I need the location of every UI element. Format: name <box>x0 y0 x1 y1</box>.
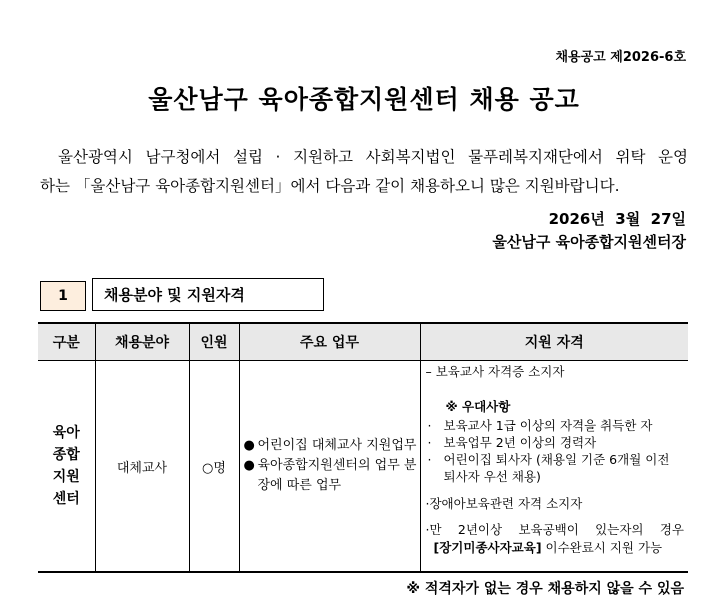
header-category: 구분 <box>38 323 95 361</box>
bullet-icon: · <box>427 418 432 433</box>
table-header-row <box>38 323 688 361</box>
preference-item <box>426 451 685 485</box>
category-line: 지원 <box>52 469 80 485</box>
section-number: 1 <box>40 281 86 311</box>
header-field: 채용분야 <box>95 323 189 361</box>
preference-item <box>426 434 685 451</box>
notice-date: 2026년 3월 27일 <box>548 210 686 228</box>
duty-item <box>244 456 420 496</box>
intro-paragraph <box>40 143 688 201</box>
preference-text: 보육업무 2년 이상의 경력자 <box>443 435 597 450</box>
duty-text: 어린이집 대체교사 지원업무 <box>257 438 417 453</box>
extra-qualification-line <box>426 539 685 557</box>
header-duties: 주요 업무 <box>239 323 420 361</box>
recruitment-table <box>38 322 688 573</box>
issuer: 울산남구 육아종합지원센터장 <box>492 233 686 251</box>
notice-number: 채용공고 제2026-6호 <box>555 50 686 65</box>
category-line: 센터 <box>52 491 80 507</box>
header-qualifications: 지원 자격 <box>420 323 688 361</box>
training-condition: 이수완료시 지원 가능 <box>541 540 663 555</box>
duty-text: 육아종합지원센터의 업무 분장에 따른 업무 <box>257 458 417 493</box>
category-line: 육아 <box>52 425 80 441</box>
table-row <box>38 361 688 573</box>
category-line: 종합 <box>52 447 80 463</box>
extra-qualification-line: ·만 2년이상 보육공백이 있는자의 경우 <box>425 522 684 537</box>
bullet-icon: ● <box>243 438 255 453</box>
preference-text: 어린이집 퇴사자 (채용일 기준 6개월 이전 퇴사자 우선 채용) <box>443 452 670 484</box>
bullet-icon: · <box>427 452 432 467</box>
field-cell: 대체교사 <box>95 361 189 573</box>
page-title: 울산남구 육아종합지원센터 채용 공고 <box>148 85 580 114</box>
preference-text: 보육교사 1급 이상의 자격을 취득한 자 <box>443 418 653 433</box>
qualifications-cell <box>420 361 688 573</box>
extra-qualification: ·장애아보육관련 자격 소지자 <box>425 496 583 511</box>
category-cell <box>38 361 95 573</box>
intro-line-2: 하는 「울산남구 육아종합지원센터」에서 다음과 같이 채용하오니 많은 지원바랍니다. <box>40 177 620 195</box>
duty-item <box>244 436 420 456</box>
required-qualification: – 보육교사 자격증 소지자 <box>425 364 565 379</box>
header-count: 인원 <box>189 323 239 361</box>
section-title: 채용분야 및 지원자격 <box>92 278 324 311</box>
bullet-icon: ● <box>243 458 255 473</box>
bullet-icon: · <box>427 435 432 450</box>
intro-line-1: 울산광역시 남구청에서 설립 · 지원하고 사회복지법인 물푸레복지재단에서 위탁 운영 <box>58 148 688 166</box>
duties-cell <box>239 361 420 573</box>
training-name: [장기미종사자교육] <box>433 540 542 555</box>
preference-item <box>426 417 685 434</box>
count-cell: ○명 <box>189 361 239 573</box>
preference-title: ※ 우대사항 <box>445 399 511 414</box>
footer-note: ※ 적격자가 없는 경우 채용하지 않을 수 있음 <box>406 581 684 597</box>
